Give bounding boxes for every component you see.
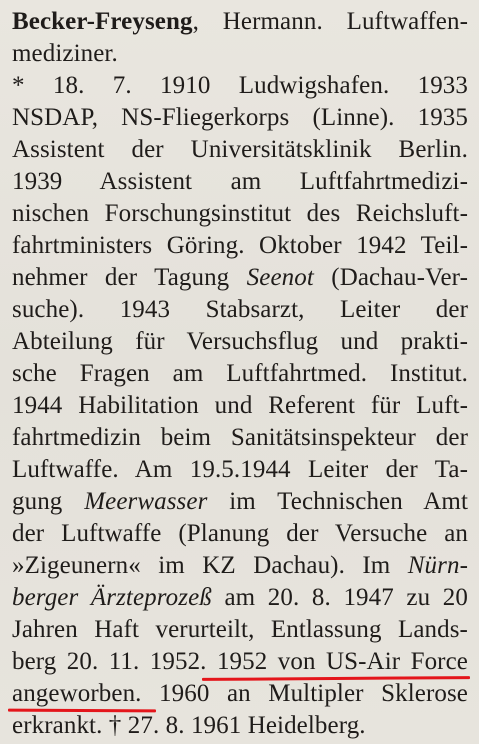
- entry-line-23: erkrankt. † 27. 8. 1961 Heidelberg.: [12, 712, 366, 739]
- entry-line-4: NSDAP, NS-Fliegerkorps (Linne). 1935: [12, 104, 468, 131]
- entry-line-12: sche Fragen am Luftfahrtmed. Institut.: [12, 360, 468, 387]
- entry-line-1: Becker-Freyseng, Hermann. Luftwaffen-: [12, 8, 468, 35]
- entry-line-18: »Zigeunern« im KZ Dachau). Im Nürn-: [12, 552, 468, 579]
- highlighted-text: angeworben.: [12, 680, 142, 707]
- entry-line-19: berger Ärzteprozeß am 20. 8. 1947 zu 20: [12, 584, 468, 611]
- entry-line-6: 1939 Assistent am Luftfahrtmedizi-: [12, 168, 468, 195]
- entry-line-20: Jahren Haft verurteilt, Entlassung Lands-: [12, 616, 468, 643]
- italic-term: berger Ärzteprozeß: [12, 584, 212, 611]
- entry-line-8: fahrtministers Göring. Oktober 1942 Teil-: [12, 232, 468, 259]
- entry-line-2: mediziner.: [12, 40, 118, 67]
- entry-line-11: Abteilung für Versuchsflug und prakti-: [12, 328, 468, 355]
- entry-line-22: angeworben. 1960 an Multipler Sklerose: [12, 680, 468, 707]
- entry-line-17: der Luftwaffe (Planung der Versuche an: [12, 520, 468, 547]
- entry-line-7: nischen Forschungsinstitut des Reichsluft-: [12, 200, 468, 227]
- entry-line-10: suche). 1943 Stabsarzt, Leiter der: [12, 296, 468, 323]
- entry-line-5: Assistent der Universitätsklinik Berlin.: [12, 136, 468, 163]
- entry-line-3: * 18. 7. 1910 Ludwigshafen. 1933: [12, 72, 468, 99]
- italic-term: Nürn-: [407, 552, 468, 579]
- highlighted-text: 1952 von US-Air Force: [216, 648, 468, 675]
- entry-line-9: nehmer der Tagung Seenot (Dachau-Ver-: [12, 264, 468, 291]
- italic-term: Seenot: [246, 264, 314, 291]
- entry-line-16: gung Meerwasser im Technischen Amt: [12, 488, 468, 515]
- italic-term: Meerwasser: [84, 488, 208, 515]
- entry-line-13: 1944 Habilitation und Referent für Luft-: [12, 392, 468, 419]
- entry-line-14: fahrtmedizin beim Sanitätsinspekteur der: [12, 424, 468, 451]
- entry-line-21: berg 20. 11. 1952. 1952 von US-Air Force: [12, 648, 468, 675]
- entry-line-15: Luftwaffe. Am 19.5.1944 Leiter der Ta-: [12, 456, 468, 483]
- entry-name: Becker-Freyseng: [12, 8, 193, 35]
